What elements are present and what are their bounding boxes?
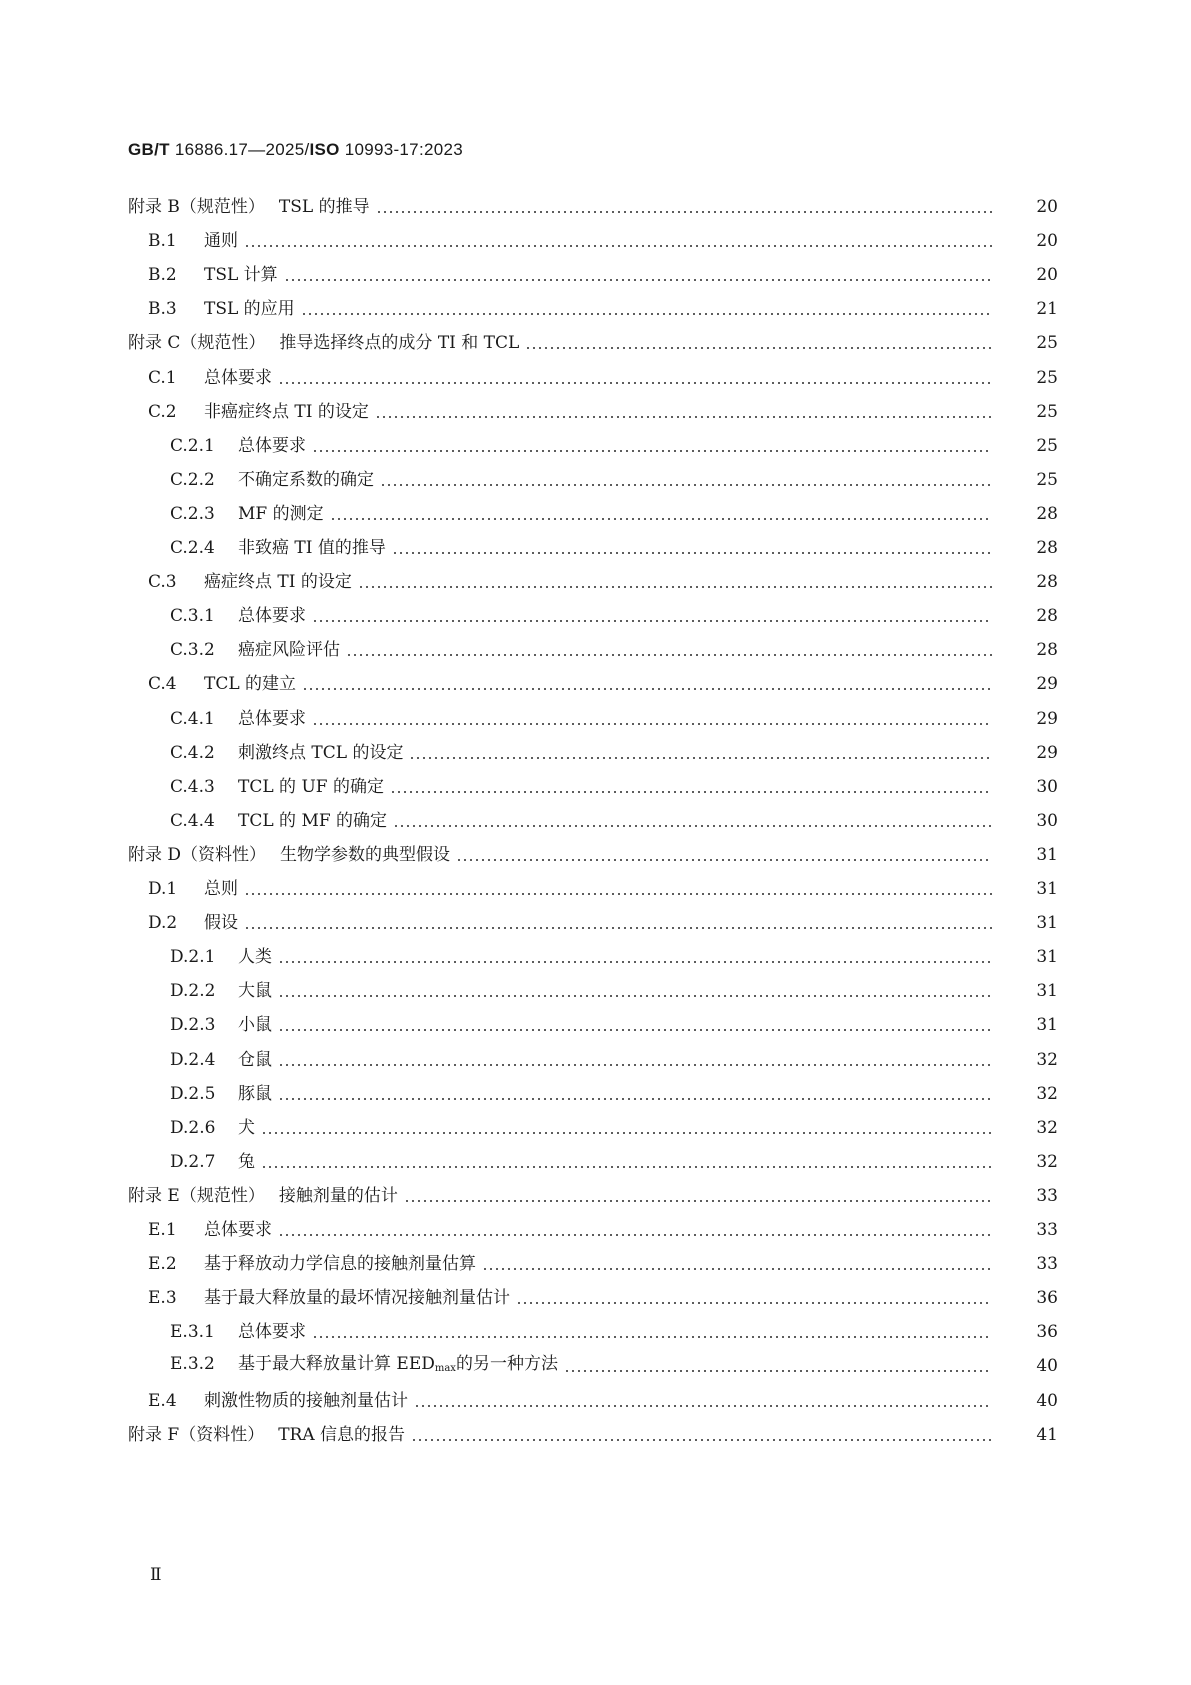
page-number: 33 [1036, 1185, 1058, 1206]
dot-leader [411, 1439, 992, 1441]
section-title: 犬 [238, 1117, 255, 1138]
section-number: E.3.2 [170, 1353, 215, 1374]
section-title: 非致癌 TI 值的推导 [238, 538, 386, 558]
section-number: C.3.1 [170, 606, 215, 627]
page-number: 28 [1036, 572, 1058, 593]
toc-entry-label [148, 567, 352, 597]
section-number: E.2 [148, 1254, 177, 1275]
page-number: 32 [1036, 1117, 1058, 1138]
dot-leader [284, 279, 992, 281]
section-number: C.2.3 [170, 503, 215, 524]
toc-entry-label [128, 1181, 398, 1211]
page-number: 20 [1036, 197, 1058, 217]
section-title: 大鼠 [238, 981, 272, 1002]
section-number: D.2.6 [170, 1117, 216, 1138]
toc-entry-label [128, 328, 519, 358]
section-number: B.3 [148, 299, 177, 320]
dot-leader [278, 995, 992, 997]
annex-prefix: 附录 D（资料性） [128, 844, 267, 865]
section-number: D.1 [148, 879, 178, 899]
toc-entry[interactable] [0, 1215, 1191, 1245]
section-number: E.4 [148, 1390, 177, 1411]
dot-leader [278, 1064, 992, 1066]
toc-entry[interactable] [0, 601, 1191, 631]
toc-entry-label [170, 635, 340, 665]
toc-entry[interactable] [0, 499, 1191, 529]
section-title: 癌症风险评估 [238, 640, 340, 661]
section-number: C.4 [148, 674, 177, 695]
annex-prefix: 附录 B（规范性） [128, 197, 265, 217]
toc-entry-label [170, 465, 374, 495]
toc-entry[interactable] [0, 1045, 1191, 1075]
section-title: 豚鼠 [238, 1083, 272, 1104]
section-number: C.2.2 [170, 469, 215, 490]
toc-annex-entry[interactable] [0, 192, 1191, 222]
page-number-roman: Ⅱ [150, 1565, 162, 1585]
section-title: TRA 信息的报告 [278, 1424, 406, 1445]
header-iso: ISO [309, 140, 340, 159]
dot-leader [278, 382, 992, 384]
toc-annex-entry[interactable] [0, 328, 1191, 358]
toc-entry[interactable] [0, 1010, 1191, 1040]
toc-entry-label [128, 192, 370, 222]
toc-entry[interactable] [0, 1147, 1191, 1177]
section-number: C.2 [148, 401, 177, 422]
section-title: 小鼠 [238, 1015, 272, 1036]
page-number: 40 [1036, 1390, 1058, 1411]
section-number: C.4.2 [170, 742, 215, 763]
section-title: 总体要求 [204, 367, 272, 388]
toc-entry[interactable] [0, 806, 1191, 836]
section-number: B.2 [148, 265, 177, 286]
section-number: C.4.1 [170, 708, 215, 729]
toc-entry[interactable] [0, 260, 1191, 290]
page-number: 29 [1036, 708, 1058, 729]
section-title: 刺激终点 TCL 的设定 [238, 742, 404, 763]
toc-entry[interactable] [0, 874, 1191, 904]
toc-entry-label [148, 874, 238, 904]
page-number: 29 [1036, 674, 1058, 695]
section-title: 总体要求 [238, 1322, 306, 1343]
toc-entry-label [148, 908, 238, 938]
toc-entry-label [128, 1420, 405, 1450]
page-number: 28 [1036, 538, 1058, 558]
section-title: 基于最大释放量计算 EED [238, 1353, 435, 1374]
section-title-tail: 的另一种方法 [455, 1353, 558, 1374]
section-title: 人类 [238, 947, 272, 968]
toc-entry[interactable] [0, 669, 1191, 699]
toc-entry-label [128, 840, 450, 870]
toc-entry-label [170, 806, 387, 836]
toc-entry[interactable] [0, 1386, 1191, 1416]
toc-entry[interactable] [0, 738, 1191, 768]
toc-entry-label [170, 1317, 306, 1347]
page-number: 25 [1036, 367, 1058, 388]
page-number: 25 [1036, 435, 1058, 456]
header-number: 16886.17—2025/ [169, 140, 310, 159]
toc-entry-label [148, 363, 272, 393]
toc-entry-label [170, 499, 324, 529]
section-number: D.2.7 [170, 1151, 216, 1172]
section-title: 非癌症终点 TI 的设定 [204, 401, 369, 422]
page-number: 32 [1036, 1083, 1058, 1104]
toc-entry-label [170, 1010, 272, 1040]
toc-entry-label [170, 942, 272, 972]
section-number: E.3.1 [170, 1322, 215, 1343]
toc-annex-entry[interactable] [0, 1420, 1191, 1450]
page-number: 20 [1036, 265, 1058, 286]
toc-entry-label [170, 772, 384, 802]
section-title: 基于释放动力学信息的接触剂量估算 [204, 1254, 476, 1275]
toc-entry-label [170, 533, 386, 563]
toc-entry-label [148, 669, 296, 699]
section-title: TCL 的建立 [204, 674, 297, 695]
dot-leader [244, 927, 992, 929]
toc-entry[interactable] [0, 772, 1191, 802]
toc-entry-label [170, 1079, 272, 1109]
page-number: 28 [1036, 640, 1058, 661]
dot-leader [393, 825, 992, 827]
section-number: D.2.2 [170, 981, 216, 1002]
toc-entry-label [148, 1215, 272, 1245]
header-gbt: GB/T [128, 140, 170, 159]
toc-entry[interactable] [0, 635, 1191, 665]
section-title: 不确定系数的确定 [238, 469, 374, 490]
page-number: 28 [1036, 606, 1058, 627]
section-title: TSL 的推导 [278, 197, 370, 217]
section-number: C.4.3 [170, 776, 215, 797]
section-title: TCL 的 UF 的确定 [238, 776, 384, 797]
dot-leader [346, 654, 992, 656]
toc-entry[interactable] [0, 226, 1191, 256]
section-title: TCL 的 MF 的确定 [238, 810, 388, 831]
dot-leader [301, 313, 992, 315]
toc-entry-label [148, 226, 238, 256]
toc-entry-label [148, 1249, 476, 1279]
section-title: 总则 [204, 879, 238, 899]
toc-annex-entry[interactable] [0, 840, 1191, 870]
dot-leader [564, 1370, 992, 1372]
section-number: B.1 [148, 231, 177, 252]
section-title: 总体要求 [238, 435, 306, 456]
toc-entry-label [170, 1113, 255, 1143]
page-number: 32 [1036, 1151, 1058, 1172]
page-number: 31 [1036, 981, 1058, 1002]
section-number: D.2 [148, 913, 178, 934]
toc-entry[interactable] [0, 1351, 1191, 1381]
section-number: E.3 [148, 1288, 177, 1309]
page-number: 36 [1036, 1322, 1058, 1343]
toc-entry-label [170, 704, 306, 734]
dot-leader [456, 859, 992, 861]
toc-entry[interactable] [0, 567, 1191, 597]
section-title-subscript: max [434, 1362, 456, 1374]
section-number: C.3 [148, 572, 177, 593]
section-title: 假设 [204, 913, 238, 934]
section-title: 总体要求 [238, 708, 306, 729]
dot-leader [312, 723, 992, 725]
dot-leader [312, 450, 992, 452]
toc-entry-label [148, 294, 295, 324]
dot-leader [525, 347, 992, 349]
dot-leader [392, 552, 992, 554]
dot-leader [375, 416, 992, 418]
page-number: 25 [1036, 401, 1058, 422]
toc-entry-label [170, 1147, 255, 1177]
toc-entry-label [148, 397, 369, 427]
dot-leader [516, 1302, 992, 1304]
page-number: 31 [1036, 913, 1058, 934]
toc-entry[interactable] [0, 704, 1191, 734]
page-number: 20 [1036, 231, 1058, 252]
section-title: 生物学参数的典型假设 [280, 844, 451, 865]
dot-leader [261, 1132, 992, 1134]
section-number: C.1 [148, 367, 177, 388]
section-title: 基于最大释放量的最坏情况接触剂量估计 [204, 1288, 510, 1309]
toc-entry[interactable] [0, 431, 1191, 461]
toc-entry[interactable] [0, 533, 1191, 563]
page-number: 32 [1036, 1049, 1058, 1070]
toc-entry-label [148, 1283, 510, 1313]
section-number: D.2.5 [170, 1083, 216, 1104]
section-title: TSL 计算 [204, 265, 278, 286]
section-number: C.4.4 [170, 810, 215, 831]
annex-prefix: 附录 C（规范性） [128, 333, 266, 354]
section-title: MF 的测定 [238, 503, 324, 524]
section-title: 兔 [238, 1151, 255, 1172]
dot-leader [330, 518, 992, 520]
page-number: 31 [1036, 1015, 1058, 1036]
dot-leader [278, 1029, 992, 1031]
toc-entry[interactable] [0, 1113, 1191, 1143]
toc-entry-label [170, 431, 306, 461]
dot-leader [482, 1268, 992, 1270]
page-number: 33 [1036, 1220, 1058, 1240]
toc-entry[interactable] [0, 397, 1191, 427]
page-number: 31 [1036, 844, 1058, 865]
section-number: C.3.2 [170, 640, 215, 661]
toc-annex-entry[interactable] [0, 1181, 1191, 1211]
dot-leader [278, 1234, 992, 1236]
page-number: 28 [1036, 503, 1058, 524]
annex-prefix: 附录 E（规范性） [128, 1185, 265, 1206]
toc-entry-label [170, 601, 306, 631]
dot-leader [380, 484, 992, 486]
section-number: C.2.1 [170, 435, 215, 456]
toc-entry[interactable] [0, 1317, 1191, 1347]
section-number: E.1 [148, 1220, 177, 1240]
dot-leader [409, 757, 992, 759]
page-number: 29 [1036, 742, 1058, 763]
toc-entry[interactable] [0, 363, 1191, 393]
page-number: 21 [1036, 299, 1058, 320]
section-number: D.2.1 [170, 947, 216, 968]
dot-leader [376, 211, 992, 213]
dot-leader [278, 961, 992, 963]
dot-leader [244, 893, 992, 895]
dot-leader [278, 1098, 992, 1100]
page-number: 25 [1036, 333, 1058, 354]
section-title: 接触剂量的估计 [278, 1185, 398, 1206]
toc-entry-label [170, 738, 403, 768]
section-number: D.2.3 [170, 1015, 216, 1036]
section-title: TSL 的应用 [204, 299, 295, 320]
toc-entry[interactable] [0, 1079, 1191, 1109]
toc-entry[interactable] [0, 465, 1191, 495]
toc-entry-label [170, 1045, 272, 1075]
header-iso-number: 10993-17:2023 [339, 140, 463, 159]
page-number: 30 [1036, 776, 1058, 797]
section-title: 总体要求 [238, 606, 306, 627]
section-number: D.2.4 [170, 1049, 216, 1070]
toc-entry[interactable] [0, 1249, 1191, 1279]
dot-leader [404, 1200, 992, 1202]
section-number: C.2.4 [170, 538, 215, 558]
dot-leader [390, 791, 992, 793]
page-number: 40 [1036, 1356, 1058, 1377]
dot-leader [312, 620, 992, 622]
dot-leader [358, 586, 992, 588]
section-title: 通则 [204, 231, 238, 252]
standard-header [128, 140, 463, 160]
dot-leader [244, 245, 992, 247]
page-number: 30 [1036, 810, 1058, 831]
toc-entry-label [170, 1349, 558, 1384]
dot-leader [302, 688, 992, 690]
dot-leader [414, 1405, 992, 1407]
section-title: 仓鼠 [238, 1049, 272, 1070]
page-number: 31 [1036, 947, 1058, 968]
page-number: 25 [1036, 469, 1058, 490]
toc-entry[interactable] [0, 976, 1191, 1006]
page-number: 36 [1036, 1288, 1058, 1309]
page-number: 41 [1036, 1424, 1058, 1445]
dot-leader [261, 1166, 992, 1168]
dot-leader [312, 1336, 992, 1338]
toc-entry[interactable] [0, 1283, 1191, 1313]
toc-entry-label [170, 976, 272, 1006]
toc-entry-label [148, 260, 278, 290]
section-title: 总体要求 [204, 1220, 272, 1240]
annex-prefix: 附录 F（资料性） [128, 1424, 265, 1445]
toc-entry[interactable] [0, 294, 1191, 324]
section-title: 癌症终点 TI 的设定 [204, 572, 352, 593]
section-title: 刺激性物质的接触剂量估计 [204, 1390, 408, 1411]
section-title: 推导选择终点的成分 TI 和 TCL [279, 333, 520, 354]
page-number: 31 [1036, 879, 1058, 899]
page-number: 33 [1036, 1254, 1058, 1275]
toc-entry-label [148, 1386, 408, 1416]
toc-entry[interactable] [0, 942, 1191, 972]
toc-entry[interactable] [0, 908, 1191, 938]
